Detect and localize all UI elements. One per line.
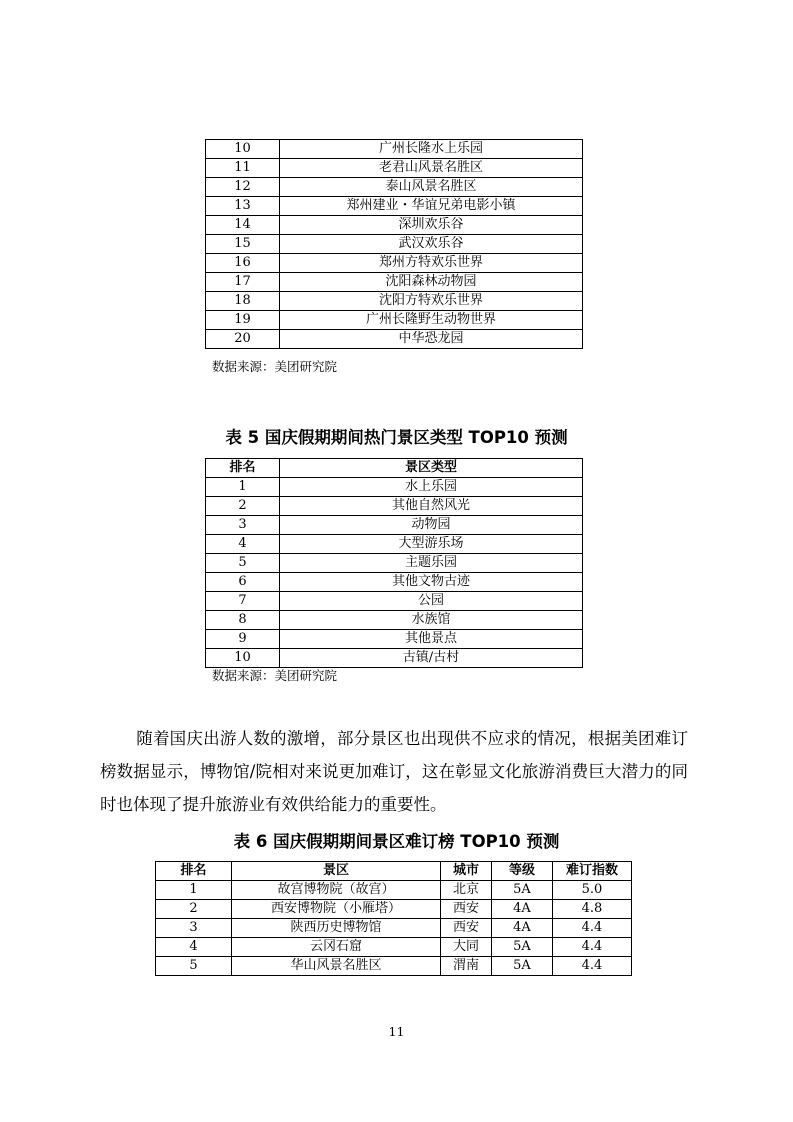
table6-cell: 3 [156, 919, 232, 938]
table-top-cell: 12 [206, 178, 280, 197]
table5-cell: 水族馆 [280, 611, 583, 630]
table-top-cell: 郑州方特欢乐世界 [280, 254, 583, 273]
table6-cell: 西安 [441, 919, 492, 938]
table-top-row [206, 159, 583, 178]
table5-cell: 8 [206, 611, 280, 630]
table-top-cell: 18 [206, 292, 280, 311]
table6-header-row [156, 862, 632, 881]
table5-row [206, 554, 583, 573]
table-top-cell: 广州长隆水上乐园 [280, 140, 583, 159]
table5-row [206, 630, 583, 649]
table-top-row [206, 216, 583, 235]
table5-cell: 其他自然风光 [280, 497, 583, 516]
table-top-cell: 20 [206, 330, 280, 349]
table6-header-index: 难订指数 [553, 862, 632, 881]
table-top-cell: 11 [206, 159, 280, 178]
table-top-row [206, 197, 583, 216]
table6-header-city: 城市 [441, 862, 492, 881]
table5-row [206, 497, 583, 516]
table5-row [206, 478, 583, 497]
table-top-cell: 武汉欢乐谷 [280, 235, 583, 254]
table6-cell: 大同 [441, 938, 492, 957]
table-top-row [206, 178, 583, 197]
table-top-row [206, 311, 583, 330]
table5-header-row [206, 459, 583, 478]
table5-cell: 6 [206, 573, 280, 592]
table6-cell: 5 [156, 957, 232, 976]
table5-row [206, 649, 583, 668]
table-top-cell: 13 [206, 197, 280, 216]
table-top-cell: 15 [206, 235, 280, 254]
table6-cell: 华山风景名胜区 [232, 957, 441, 976]
table-top-continuation [205, 139, 583, 349]
table6-cell: 5A [492, 957, 553, 976]
table5-header-rank: 排名 [206, 459, 280, 478]
table-top-cell: 19 [206, 311, 280, 330]
table5-row [206, 516, 583, 535]
table6-cell: 陕西历史博物馆 [232, 919, 441, 938]
table6-cell: 北京 [441, 881, 492, 900]
table6-row [156, 957, 632, 976]
table6 [155, 861, 632, 976]
table6-row [156, 881, 632, 900]
table5-caption: 表 5 国庆假期期间热门景区类型 TOP10 预测 [225, 428, 568, 447]
table6-cell: 1 [156, 881, 232, 900]
table5-source: 数据来源：美团研究院 [212, 668, 338, 683]
table6-caption: 表 6 国庆假期期间景区难订榜 TOP10 预测 [233, 832, 560, 851]
table6-cell: 4.8 [553, 900, 632, 919]
table5-row [206, 535, 583, 554]
table-top-source: 数据来源：美团研究院 [212, 359, 338, 374]
table5-header-type: 景区类型 [280, 459, 583, 478]
table6-cell: 4A [492, 900, 553, 919]
table6-cell: 2 [156, 900, 232, 919]
table6-cell: 4.4 [553, 938, 632, 957]
table6-cell: 5A [492, 881, 553, 900]
table5-cell: 其他景点 [280, 630, 583, 649]
table5-cell: 古镇/古村 [280, 649, 583, 668]
table5-row [206, 611, 583, 630]
table-top-cell: 中华恐龙园 [280, 330, 583, 349]
table6-cell: 4.4 [553, 919, 632, 938]
table-top-cell: 老君山风景名胜区 [280, 159, 583, 178]
table5-cell: 3 [206, 516, 280, 535]
table6-cell: 故宫博物院（故宫） [232, 881, 441, 900]
table5-row [206, 573, 583, 592]
table6-cell: 5A [492, 938, 553, 957]
table-top-cell: 郑州建业・华谊兄弟电影小镇 [280, 197, 583, 216]
table6-header-rank: 排名 [156, 862, 232, 881]
table6-cell: 西安博物院（小雁塔） [232, 900, 441, 919]
table5-cell: 主题乐园 [280, 554, 583, 573]
table-top-cell: 16 [206, 254, 280, 273]
table6-header-grade: 等级 [492, 862, 553, 881]
table-top-row [206, 292, 583, 311]
table5 [205, 458, 583, 668]
table6-cell: 云冈石窟 [232, 938, 441, 957]
table5-cell: 其他文物古迹 [280, 573, 583, 592]
table-top-row [206, 254, 583, 273]
table-top-row [206, 235, 583, 254]
table6-cell: 4.4 [553, 957, 632, 976]
table5-cell: 1 [206, 478, 280, 497]
table6-header-site: 景区 [232, 862, 441, 881]
table5-cell: 5 [206, 554, 280, 573]
table5-cell: 10 [206, 649, 280, 668]
table-top-cell: 17 [206, 273, 280, 292]
table5-row [206, 592, 583, 611]
table-top-cell: 广州长隆野生动物世界 [280, 311, 583, 330]
table5-cell: 4 [206, 535, 280, 554]
body-paragraph-text: 随着国庆出游人数的激增，部分景区也出现供不应求的情况，根据美团难订榜数据显示，博物馆/院相对来说更加难订，这在彰显文化旅游消费巨大潜力的同时也体现了提升旅游业有效供给能力的重要性。 [100, 729, 688, 814]
table6-cell: 5.0 [553, 881, 632, 900]
table-top-cell: 深圳欢乐谷 [280, 216, 583, 235]
table5-cell: 水上乐园 [280, 478, 583, 497]
table5-cell: 2 [206, 497, 280, 516]
table5-cell: 动物园 [280, 516, 583, 535]
table-top-cell: 沈阳方特欢乐世界 [280, 292, 583, 311]
table6-cell: 4A [492, 919, 553, 938]
body-paragraph [100, 722, 688, 821]
table5-cell: 公园 [280, 592, 583, 611]
table6-row [156, 919, 632, 938]
table-top-row [206, 330, 583, 349]
table-top-row [206, 273, 583, 292]
table-top-cell: 10 [206, 140, 280, 159]
table5-cell: 7 [206, 592, 280, 611]
table6-row [156, 938, 632, 957]
page-number: 11 [388, 1024, 405, 1039]
table5-cell: 大型游乐场 [280, 535, 583, 554]
table-top-cell: 沈阳森林动物园 [280, 273, 583, 292]
table6-row [156, 900, 632, 919]
table-top-cell: 14 [206, 216, 280, 235]
table6-cell: 渭南 [441, 957, 492, 976]
table6-cell: 西安 [441, 900, 492, 919]
table6-cell: 4 [156, 938, 232, 957]
table-top-cell: 泰山风景名胜区 [280, 178, 583, 197]
table5-cell: 9 [206, 630, 280, 649]
table-top-row [206, 140, 583, 159]
